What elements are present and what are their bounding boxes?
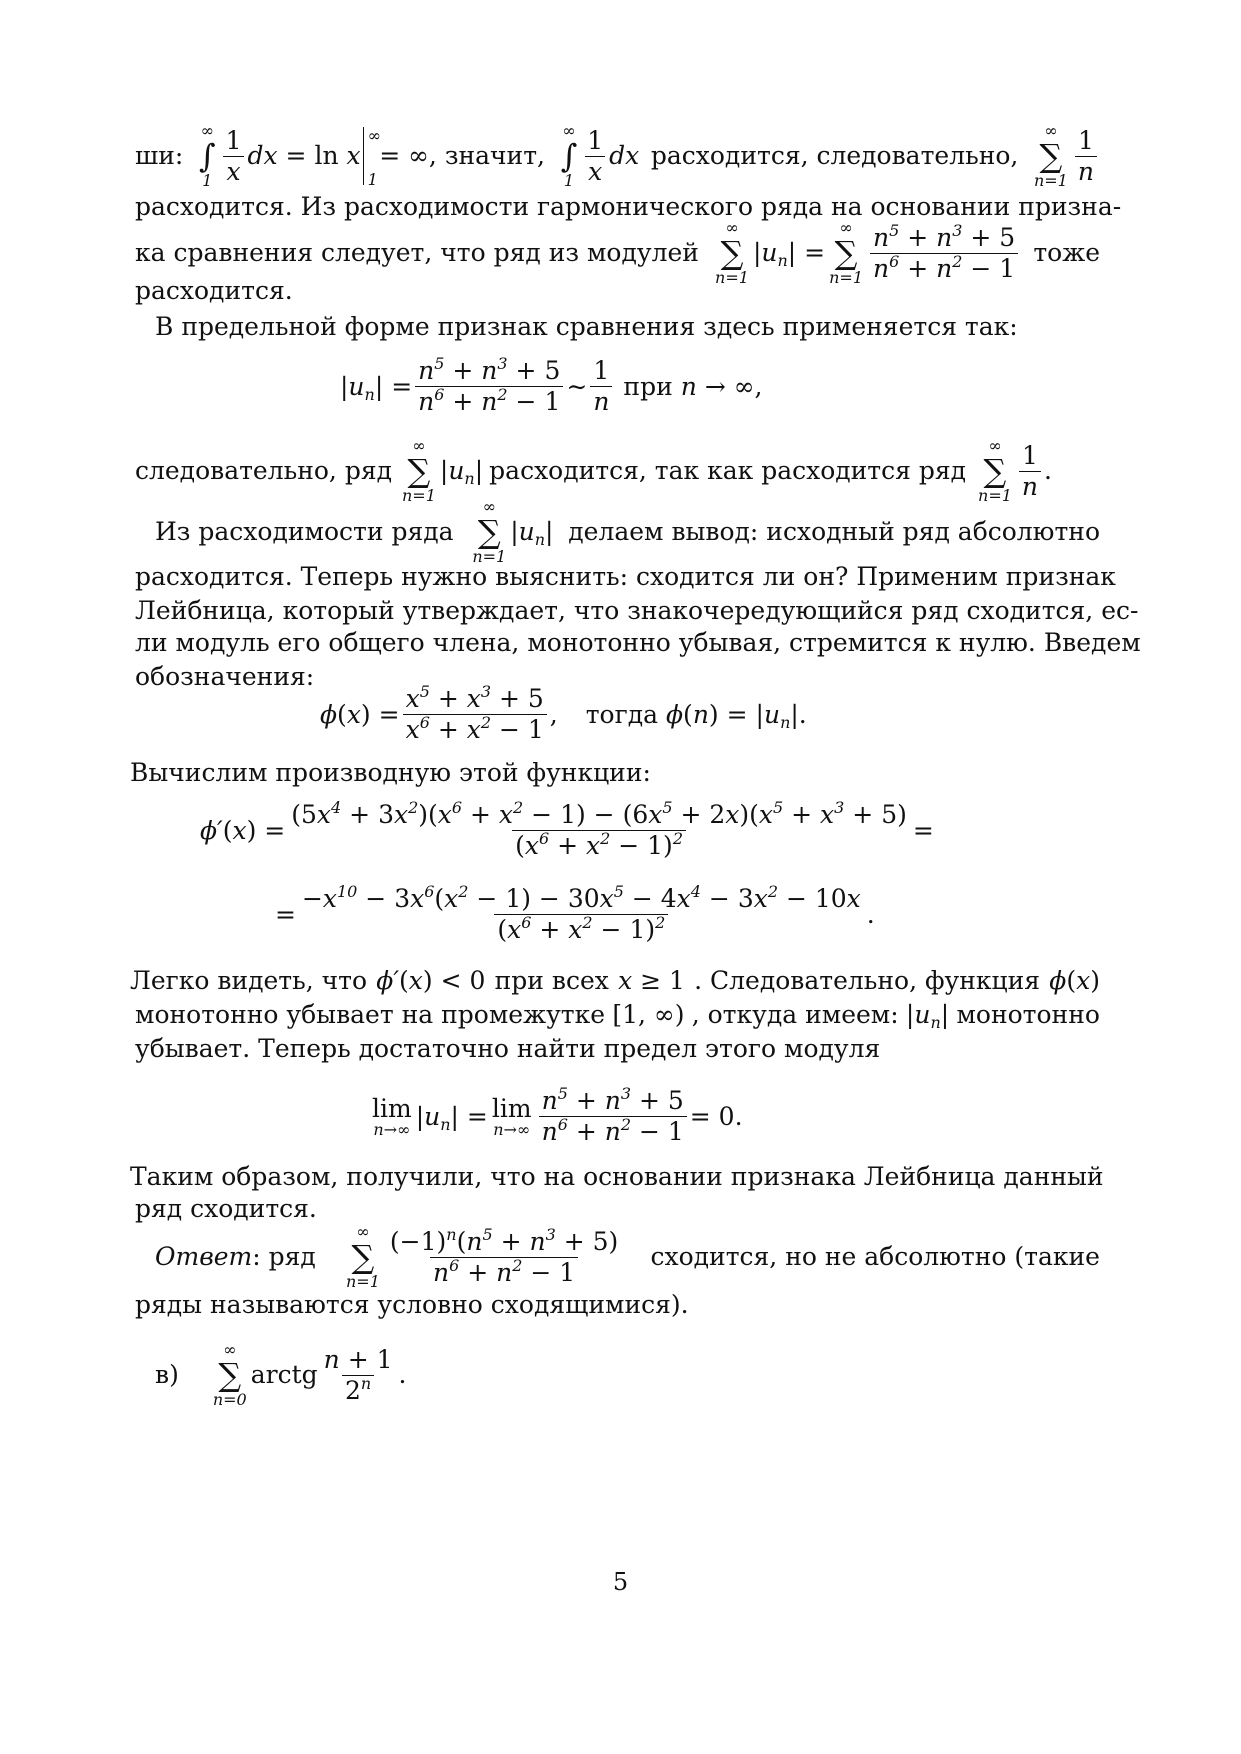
formula-abs-sum: ∞ ∑ n=1 $|u_n|$ [402, 436, 484, 505]
text-line: расходится. [135, 276, 293, 305]
exercise-item [155, 1340, 406, 1410]
text-line: Вычислим производную этой функции: [130, 758, 651, 787]
text-fragment: делаем вывод: исходный ряд абсолютно [568, 517, 1100, 546]
formula-derivative-2: = $\frac{-x^{10} - 3x^6(x^2 - 1) - 30x^5 - 4x^4 - 3x^2 - 10x}{(x^6 + x^2 - 1)^2}$ . [275, 882, 875, 944]
formula-harmonic-sum: ∞ ∑ n=1 $\frac{1}{n}$ [1030, 122, 1100, 190]
text-line: расходится. Из расходимости гармонического ряда на основании призна- [135, 192, 1122, 221]
text-line [135, 436, 1100, 506]
text-fragment: = ∞, значит, [379, 141, 545, 170]
text-fragment: расходится, так как расходится ряд [489, 456, 967, 485]
text-line: расходится. Теперь нужно выяснить: сходится ли он? Применим признак [135, 562, 1116, 591]
integral-sign: ∞ ∫ 1 [198, 121, 216, 190]
formula-answer-series: ∞ ∑ n=1 $\frac{(-1)^n(n^5 + n^3 + 5)}{n^6 + n^2 - 1}$ [346, 1222, 619, 1291]
text-line: ряды называются условно сходящимися). [135, 1290, 689, 1319]
text-line: ли модуль его общего члена, монотонно убывая, стремится к нулю. Введем [135, 628, 1141, 657]
formula-integral-2: ∞ ∫ 1 $\frac{1}{x}$ dx [560, 121, 640, 190]
text-fragment: : ряд [252, 1242, 316, 1271]
text-line: Лейбница, который утверждает, что знакочередующийся ряд сходится, ес- [135, 596, 1139, 625]
formula-harmonic-sum: ∞ ∑ n=1 $\frac{1}{n}$ . [978, 436, 1052, 505]
text-fragment: ка сравнения следует, что ряд из модулей [135, 238, 699, 267]
text-line: Таким образом, получили, что на основании признака Лейбница данный [130, 1162, 1104, 1191]
text-fragment: при всех [494, 966, 609, 995]
text-fragment: , откуда имеем: [691, 1000, 899, 1029]
item-marker: в) [155, 1360, 179, 1389]
text-line [155, 497, 1100, 566]
formula-derivative-1: ϕ′(x) = $\frac{(5x^4 + 3x^2)(x^6 + x^2 - 1) - (6x^5 + 2x)(x^5 + x^3 + 5)}{(x^6 + x^2 - 1)^2}$ = [200, 798, 934, 860]
text-line: монотонно убывает на промежутке [1, ∞) , откуда имеем: $|u_n|$ монотонно [135, 1000, 1100, 1032]
answer-label: Ответ [155, 1242, 253, 1271]
text-fragment: монотонно убывает на промежутке [135, 1000, 606, 1029]
text-fragment: тоже [1033, 238, 1100, 267]
formula-item-series: ∞ ∑ n=0 arctg $\frac{n + 1}{2^n}$ . [212, 1340, 407, 1409]
text-fragment: . Следовательно, функция [694, 966, 1041, 995]
formula-limit-comparison: $|u_n|$ = $\frac{n^5 + n^3 + 5}{n^6 + n^2 - 1}$ ∼ $\frac{1}{n}$ при n → ∞, [340, 354, 763, 416]
text-line [135, 218, 1100, 287]
text-line: обозначения: [135, 662, 315, 691]
text-line: убывает. Теперь достаточно найти предел этого модуля [135, 1034, 881, 1063]
formula-abs-series: ∞ ∑ n=1 $|u_n|$ = ∞ ∑ n=1 $\frac{n^5 + n^3 + 5}{n^6 + n^2 - 1}$ [711, 219, 1021, 287]
page-number: 5 [612, 1568, 629, 1596]
text-fragment: расходится, следовательно, [650, 141, 1019, 170]
formula-integral-1: ∞ ∫ 1 $\frac{1}{x}$ dx = ln x ∞ 1 [198, 121, 381, 190]
text-fragment: тогда [585, 699, 658, 729]
formula-phi-definition: ϕ(x) = $\frac{x^5 + x^3 + 5}{x^6 + x^2 - 1}$ , тогда $\phi(n) = |u_n|$. [320, 682, 807, 744]
text-fragment: при [623, 371, 673, 401]
formula-abs-sum: ∞ ∑ n=1 $|u_n|$ [472, 497, 554, 566]
text-fragment: монотонно [956, 1000, 1100, 1029]
text-fragment: сходится, но не абсолютно (такие [650, 1242, 1100, 1271]
text-line: ряд сходится. [135, 1194, 317, 1223]
formula-limit: lim n→∞ $|u_n|$ = lim n→∞ $\frac{n^5 + n^3 + 5}{n^6 + n^2 - 1}$ = 0. [372, 1084, 743, 1146]
function-name: arctg [250, 1360, 318, 1389]
text-fragment: Легко видеть, что [130, 966, 368, 995]
text-fragment: ши: [135, 141, 184, 170]
text-line [135, 120, 1100, 192]
text-fragment: следовательно, ряд [135, 456, 392, 485]
text-line: В предельной форме признак сравнения здесь применяется так: [155, 312, 1018, 341]
text-line: Легко видеть, что ϕ′(x) < 0 при всех x ≥ 1 . Следовательно, функция ϕ(x) [130, 966, 1100, 995]
text-line [155, 1222, 1100, 1292]
text-fragment: Из расходимости ряда [155, 517, 454, 546]
